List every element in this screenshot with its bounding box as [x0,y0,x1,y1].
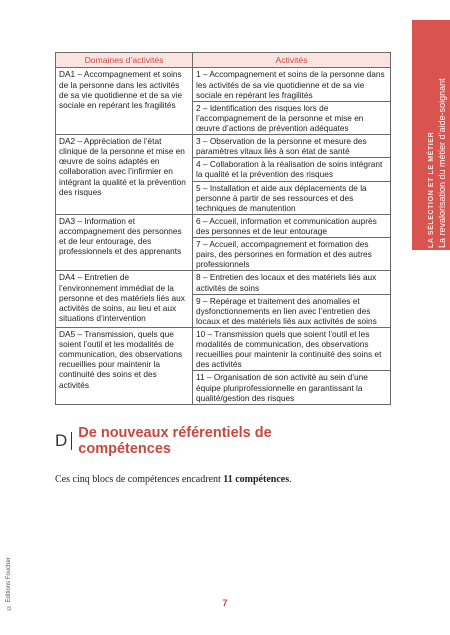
competency-table [55,52,391,405]
domain-cell-da1: DA1 – Accompagnement et soins de la personne dans les activités de sa vie quotidienne et de sa vie sociale en repérant les fragilités [56,68,193,135]
activity-cell-1: 1 – Accompagnement et soins de la personne dans les activités de sa vie quotidienne et de sa vie sociale en repérant les fragilités [193,68,391,101]
section-heading [55,425,355,457]
page-number: 7 [222,598,228,608]
activity-cell-3: 3 – Observation de la personne et mesure des paramètres vitaux liés à son état de santé [193,135,391,158]
chapter-side-tab [412,20,450,250]
section-letter: D [55,432,72,450]
intro-bold: 11 compétences [223,474,290,485]
domain-cell-da4: DA4 – Entretien de l’environnement immédiat de la personne et des matériels liés aux activités de soins, au lieu et aux situations d’intervention [56,271,193,328]
table-row [56,214,391,237]
activity-cell-10: 10 – Transmission quels que soient l’outil et les modalités de communication, des observations recueillies pour maintenir la continuité des soins et des activités [193,328,391,371]
domain-cell-da3: DA3 – Information et accompagnement des personnes et de leur entourage, des professionnels et des apprenants [56,214,193,271]
activity-cell-8: 8 – Entretien des locaux et des matériels liés aux activités de soins [193,271,391,294]
section-label: LA SÉLECTION ET LE MÉTIER [428,131,435,248]
activity-cell-11: 11 – Organisation de son activité au sein d’une équipe pluriprofessionnelle en garantissant la qualité/gestion des risques [193,371,391,404]
table-row [56,271,391,294]
table-row [56,68,391,101]
header-domains: Domaines d’activités [56,53,193,68]
table-row [56,328,391,371]
table-header-row [56,53,391,68]
intro-text: Ces cinq blocs de compétences encadrent [55,474,224,485]
domain-cell-da5: DA5 – Transmission, quels que soient l’outil et les modalités de communication, des observations recueillies pour maintenir la continuité des soins et des activités [56,328,193,405]
section-title: De nouveaux référentiels de compétences [78,425,272,457]
chapter-title: La revalorisation du métier d’aide-soignant [437,78,447,248]
table-row [56,135,391,158]
intro-end: . [289,474,292,485]
domain-cell-da2: DA2 – Appréciation de l’état clinique de la personne et mise en œuvre de soins adaptés en collaboration avec l’infirmier en intégrant la qualité et la prévention des risques [56,135,193,215]
activity-cell-9: 9 – Repérage et traitement des anomalies et dysfonctionnements en lien avec l’entretien des locaux et des matériels liés aux activités de soins [193,294,391,327]
activity-cell-4: 4 – Collaboration à la réalisation de soins intégrant la qualité et la prévention des risques [193,158,391,181]
activity-cell-5: 5 – Installation et aide aux déplacements de la personne à partir de ses ressources et des techniques de manutention [193,181,391,214]
header-activities: Activités [193,53,391,68]
intro-paragraph [55,474,385,485]
copyright-notice: © Éditions Foucher [6,557,12,610]
activity-cell-7: 7 – Accueil, accompagnement et formation des pairs, des personnes en formation et des autres professionnels [193,238,391,271]
activity-cell-6: 6 – Accueil, information et communication auprès des personnes et de leur entourage [193,214,391,237]
activity-cell-2: 2 – Identification des risques lors de l’accompagnement de la personne et mise en œuvre d’actions de prévention adéquates [193,101,391,134]
